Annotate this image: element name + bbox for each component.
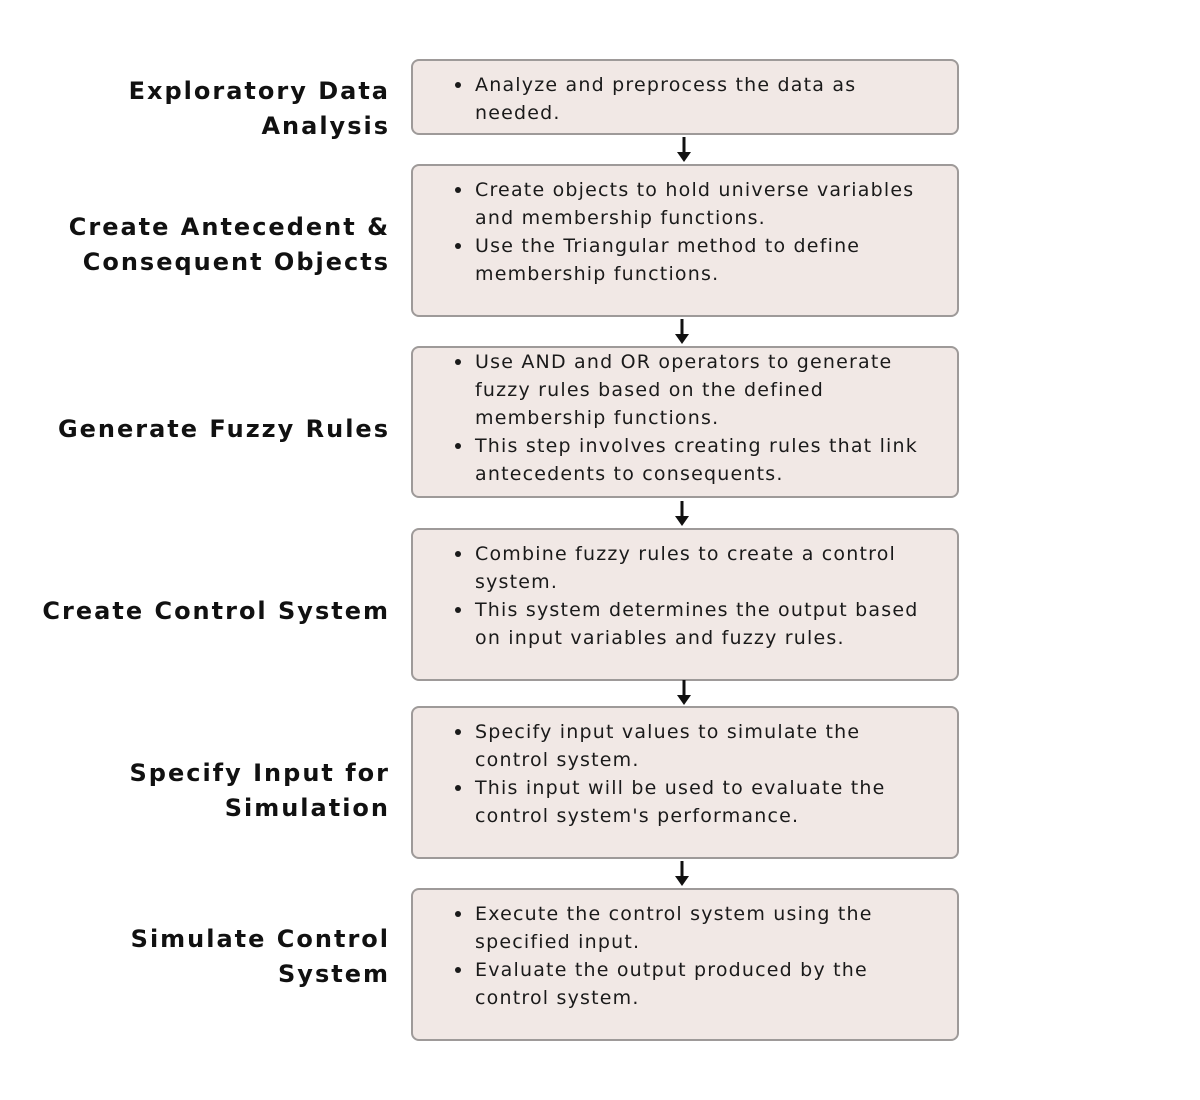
step-5-box <box>411 706 959 859</box>
step-5-title: Specify Input for Simulation <box>129 759 390 822</box>
step-6-box <box>411 888 959 1041</box>
step-5-bullet-2: This input will be used to evaluate the control system's performance. <box>413 774 957 830</box>
step-3-bullet-1: Use AND and OR operators to generate fuzzy rules based on the defined membership functions. <box>413 348 957 432</box>
step-4-box <box>411 528 959 681</box>
step-2-bullet-2: Use the Triangular method to define membership functions. <box>413 232 957 288</box>
step-2-bullet-1: Create objects to hold universe variables and membership functions. <box>413 176 957 232</box>
step-4-bullet-1: Combine fuzzy rules to create a control system. <box>413 540 957 596</box>
step-3-bullet-2: This step involves creating rules that link antecedents to consequents. <box>413 432 957 488</box>
arrow-down-icon <box>672 319 692 345</box>
step-3-title: Generate Fuzzy Rules <box>57 414 390 443</box>
step-1-box <box>411 59 959 135</box>
step-1-title: Exploratory Data Analysis <box>128 77 390 140</box>
arrow-down-icon <box>672 861 692 887</box>
arrow-down-icon <box>674 137 694 163</box>
step-6-title: Simulate Control System <box>130 925 390 988</box>
step-3-box <box>411 346 959 498</box>
step-2-box <box>411 164 959 317</box>
step-4-title: Create Control System <box>42 596 390 625</box>
step-4-bullet-2: This system determines the output based on input variables and fuzzy rules. <box>413 596 957 652</box>
arrow-down-icon <box>674 680 694 706</box>
step-5-bullet-1: Specify input values to simulate the control system. <box>413 718 957 774</box>
step-2-title: Create Antecedent & Consequent Objects <box>68 213 390 276</box>
step-6-bullet-1: Execute the control system using the specified input. <box>413 900 957 956</box>
step-1-bullet-1: Analyze and preprocess the data as needed. <box>413 71 957 127</box>
step-6-bullet-2: Evaluate the output produced by the control system. <box>413 956 957 1012</box>
arrow-down-icon <box>672 501 692 527</box>
